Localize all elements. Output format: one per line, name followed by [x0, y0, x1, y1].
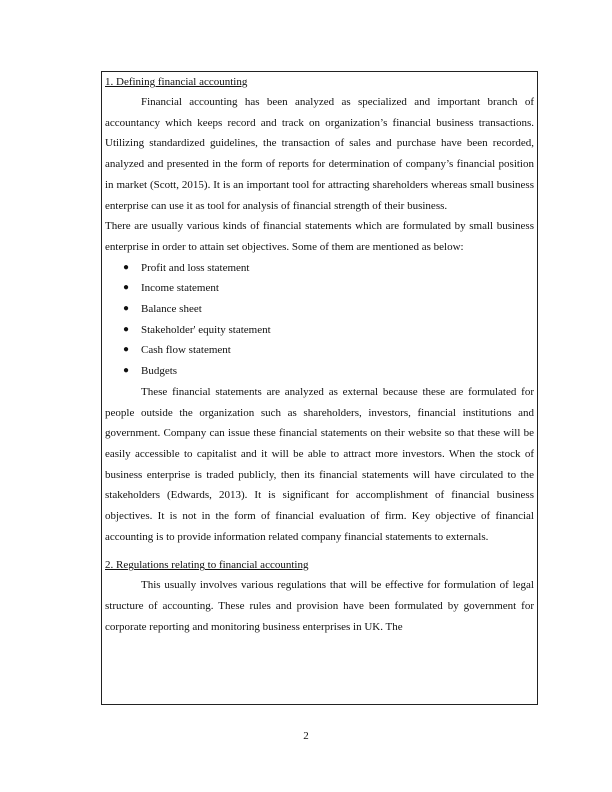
section-1-paragraph-3: These financial statements are analyzed as external because these are formulated for people outside the organization such as shareholders, investors, financial institutions and government. Company can issue these financial statements on their website so that these will be easily accessible to capitalist and it will be able to attract more investors. When the stock of business enterprise is traded publicly, then its financial statements will have circulated to the stakeholders (Edwards, 2013). It is significant for accomplishment of financial business objectives. It is not in the form of financial evaluation of firm. Key objective of financial accounting is to provide information related company financial statements to externals. — [105, 385, 534, 543]
section-spacer — [105, 547, 534, 558]
content-frame — [101, 71, 538, 705]
list-item: ● Profit and loss statement — [105, 258, 534, 279]
list-item: ● Budgets — [105, 361, 534, 382]
bullet-icon: ● — [123, 323, 130, 335]
financial-statements-list — [105, 258, 534, 382]
list-item: ● Income statement — [105, 278, 534, 299]
bullet-icon: ● — [123, 344, 130, 356]
section-2-heading: 2. Regulations relating to financial accounting — [105, 559, 309, 572]
section-2-paragraph-1: This usually involves various regulations that will be effective for formulation of legal structure of accounting. These rules and provision have been formulated by government for corporate reporting and monitoring business enterprises in UK. The — [105, 579, 534, 633]
section-1-heading: 1. Defining financial accounting — [105, 76, 248, 88]
list-item: ● Stakeholder' equity statement — [105, 320, 534, 341]
bullet-icon: ● — [123, 303, 130, 315]
bullet-icon: ● — [123, 261, 130, 273]
section-1-paragraph-2: There are usually various kinds of financial statements which are formulated by small business enterprise in order to attain set objectives. Some of them are mentioned as below: — [105, 220, 534, 253]
list-item: ● Cash flow statement — [105, 340, 534, 361]
bullet-icon: ● — [123, 282, 130, 294]
page-number: 2 — [303, 730, 309, 742]
list-item: ● Balance sheet — [105, 299, 534, 320]
section-1-paragraph-1: Financial accounting has been analyzed as specialized and important branch of accountancy which keeps record and track on organization’s financial business transactions. Utilizing standardized guidelines, the transaction of sales and purchase have been recorded, analyzed and presented in the form of reports for determination of company’s financial position in market (Scott, 2015). It is an important tool for attracting shareholders whereas small business enterprise can use it as tool for analysis of financial strength of their business. — [105, 96, 534, 212]
bullet-icon: ● — [123, 365, 130, 377]
